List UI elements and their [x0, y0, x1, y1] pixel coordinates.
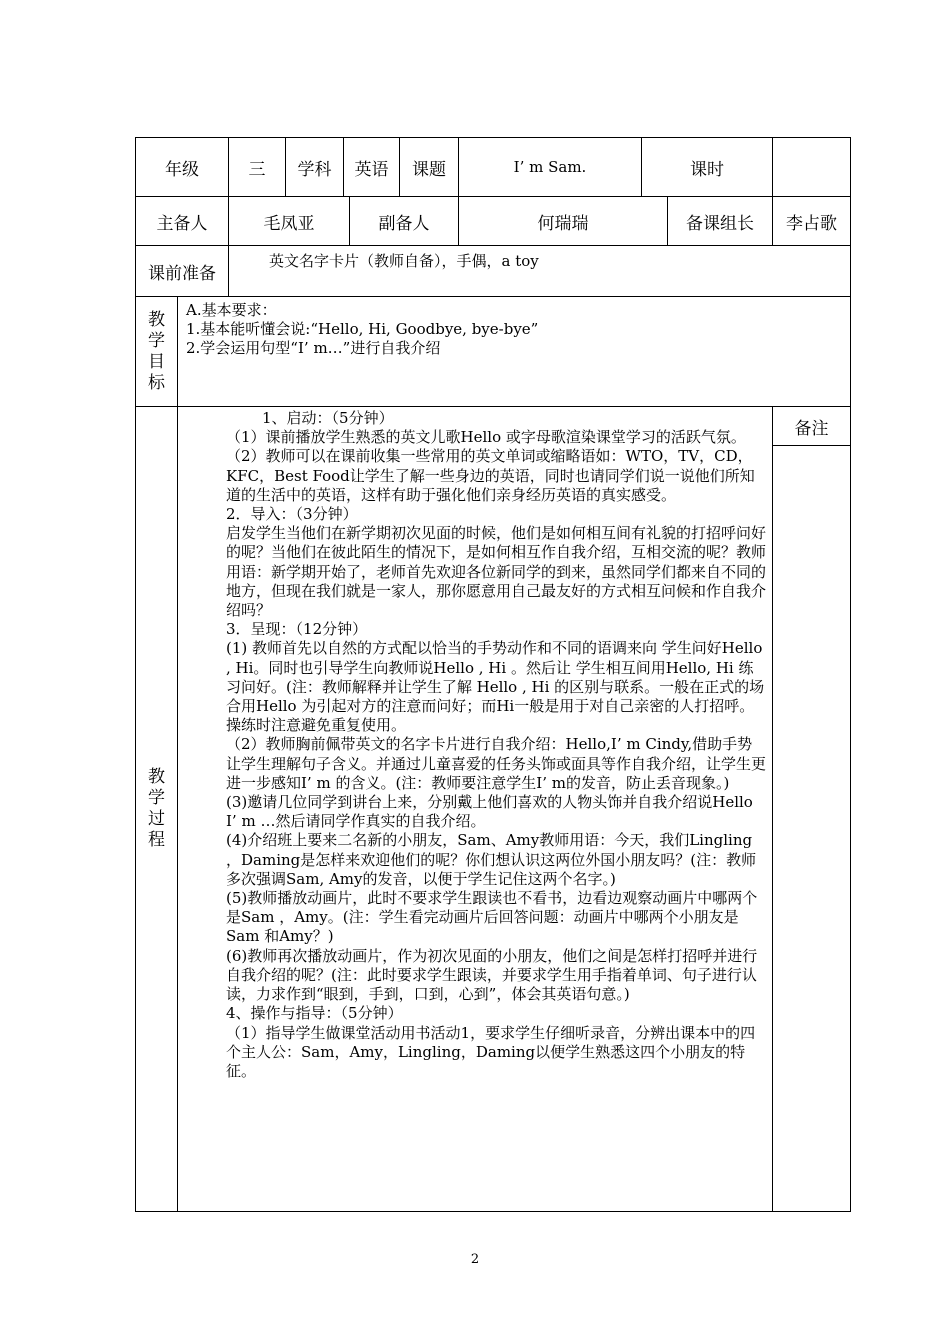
goals-content: [178, 297, 851, 407]
process-label-char: 过: [148, 809, 165, 829]
process-paragraph: 2．导入：（3分钟）: [226, 505, 358, 524]
goal-line: A.基本要求：: [186, 301, 277, 319]
goals-row: [136, 297, 851, 407]
process-content: [178, 407, 773, 1212]
goals-label-char: 标: [148, 372, 165, 393]
process-paragraph: (6)教师再次播放动画片，作为初次见面的小朋友，他们之间是怎样打招呼并进行自我介绍的呢？(注：此时要求学生跟读，并要求学生用手指着单词、句子进行认读，力求作到“眼到，手到，口到，心到”，体会其英语句意。): [226, 946, 758, 1004]
goals-label: [136, 297, 178, 407]
preparation-label: 课前准备: [136, 246, 229, 297]
period-value: [773, 138, 851, 197]
group-leader-label: 备课组长: [668, 197, 773, 246]
process-paragraph: （1）课前播放学生熟悉的英文儿歌Hello 或字母歌渲染课堂学习的活跃气氛。: [226, 428, 746, 447]
process-paragraph: 1、启动：（5分钟）: [262, 409, 394, 427]
process-paragraph: （1）指导学生做课堂活动用书活动1，要求学生仔细听录音，分辨出课本中的四个主人公：Sam，Amy，Lingling，Daming以便学生熟悉这四个小朋友的特征。: [226, 1023, 756, 1080]
lesson-value: I’ m Sam.: [459, 138, 642, 197]
process-paragraph: 4、操作与指导：（5分钟）: [226, 1004, 403, 1023]
remarks-column: [773, 407, 851, 1212]
deputy-preparer-label: 副备人: [350, 197, 459, 246]
goal-line: 2.学会运用句型“I’ m…”进行自我介绍: [186, 339, 441, 357]
process-paragraph: (5)教师播放动画片，此时不要求学生跟读也不看书，边看边观察动画片中哪两个是Sam ，Amy。(注：学生看完动画片后回答问题：动画片中哪两个小朋友是Sam 和Amy？): [226, 889, 758, 946]
subject-label: 学科: [286, 138, 344, 197]
process-paragraph: （2）教师可以在课前收集一些常用的英文单词或缩略语如：WTO，TV，CD，KFC，Best Food让学生了解一些身边的英语，同时也请同学们说一说他们所知道的生活中的英语，这样有助于强化他们亲身经历英语的真实感受。: [226, 447, 755, 504]
goals-label-char: 目: [148, 351, 165, 372]
main-preparer-value: 毛凤亚: [229, 197, 350, 246]
goals-label-char: 学: [148, 330, 165, 351]
deputy-preparer-value: 何瑞瑞: [459, 197, 668, 246]
process-paragraph: 3．呈现：（12分钟）: [226, 620, 368, 639]
process-paragraph: (3)邀请几位同学到讲台上来，分别戴上他们喜欢的人物头饰并自我介绍说Hello I’ m …然后请同学作真实的自我介绍。: [226, 793, 753, 831]
subject-value: 英语: [344, 138, 400, 197]
page-number: 2: [470, 1252, 480, 1267]
process-paragraph: (4)介绍班上要来二名新的小朋友，Sam、Amy教师用语：今天，我们Lingling ，Daming是怎样来欢迎他们的呢？你们想认识这两位外国小朋友吗？(注：教师多次强调Sam, Amy的发音，以便于学生记住这两个名字。): [226, 831, 757, 888]
period-label: 课时: [642, 138, 773, 197]
group-leader-value: 李占歌: [773, 197, 851, 246]
grade-label: 年级: [136, 138, 229, 197]
preparer-row: [136, 197, 851, 246]
process-paragraph: 启发学生当他们在新学期初次见面的时候，他们是如何相互间有礼貌的打招呼问好的呢？当他们在彼此陌生的情况下，是如何相互作自我介绍，互相交流的呢？教师用语：新学期开始了，老师首先欢迎各位新同学的到来，虽然同学们都来自不同的地方，但现在我们就是一家人，那你愿意用自己最友好的方式相互问候和作自我介绍吗？: [226, 524, 767, 620]
process-label-char: 教: [148, 767, 165, 787]
goal-line: 1.基本能听懂会说:“Hello, Hi, Goodbye, bye-bye”: [186, 320, 539, 338]
process-label-char: 学: [148, 788, 165, 808]
preparation-value: 英文名字卡片（教师自备），手偶，a toy: [229, 246, 851, 297]
preparation-row: [136, 246, 851, 297]
main-preparer-label: 主备人: [136, 197, 229, 246]
lesson-label: 课题: [400, 138, 459, 197]
process-label: [136, 407, 178, 1212]
header-row: [136, 138, 851, 197]
process-paragraph: （2）教师胸前佩带英文的名字卡片进行自我介绍：Hello,I’ m Cindy,借助手势让学生理解句子含义。并通过儿童喜爱的任务头饰或面具等作自我介绍，让学生更进一步感知I’ m 的含义。(注：教师要注意学生I’ m的发音，防止丢音现象。): [226, 735, 767, 792]
remarks-label: 备注: [773, 407, 850, 446]
process-label-char: 程: [148, 830, 165, 850]
goals-label-char: 教: [148, 309, 165, 330]
process-paragraph: (1) 教师首先以自然的方式配以恰当的手势动作和不同的语调来向 学生问好Hello , Hi。同时也引导学生向教师说Hello , Hi 。然后让 学生相互间用Hello, Hi 练习问好。(注：教师解释并让学生了解 Hello , Hi 的区别与联系。一般在正式的场合用Hello 为引起对方的注意而问好；而Hi一般是用于对自己亲密的人打招呼。操练时注意避免重复使用。: [226, 639, 765, 735]
process-row: [136, 407, 851, 1212]
grade-value: 三: [229, 138, 286, 197]
lesson-plan-table: [135, 137, 851, 1212]
